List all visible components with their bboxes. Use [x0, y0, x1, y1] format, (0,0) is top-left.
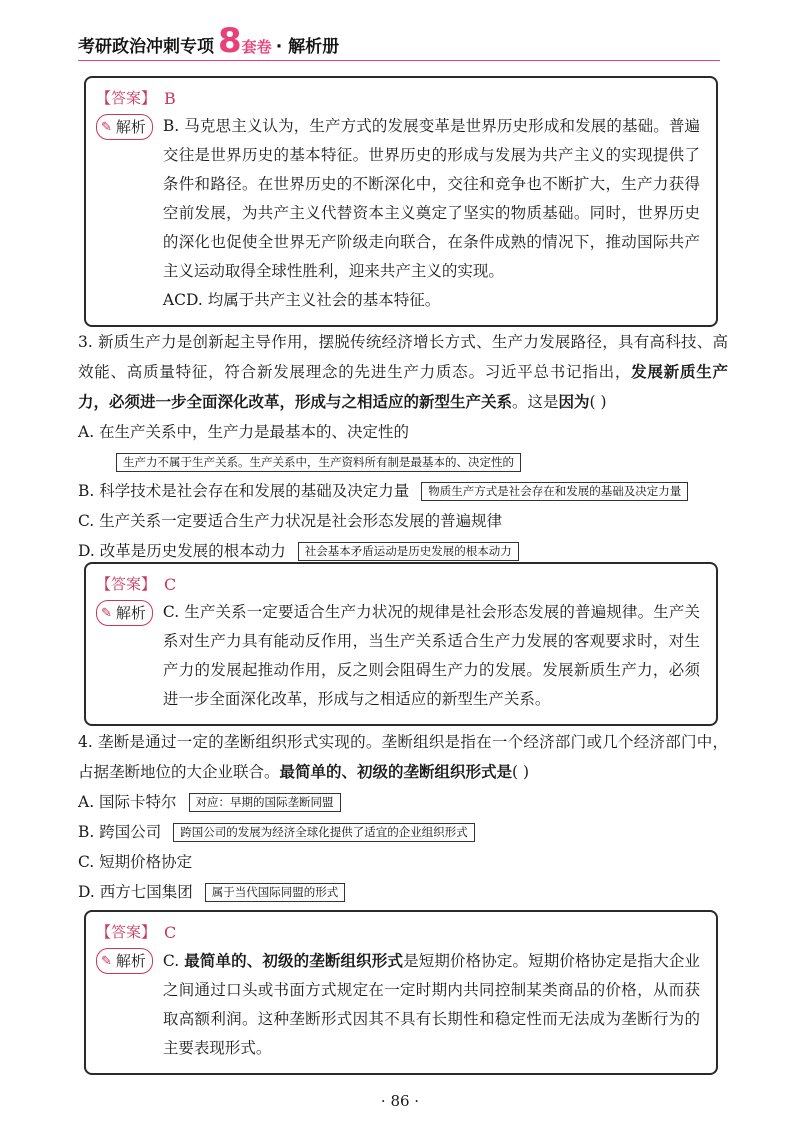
option-label: B. 科学技术是社会存在和发展的基础及决定力量: [78, 481, 410, 500]
answer-box-3: [84, 910, 718, 1075]
option-c: [78, 847, 728, 877]
lead-bold: 最简单的、初级的垄断组织形式: [184, 951, 404, 970]
stem-bold: 发展新质生产力，必须进一步全面深化改革，形成与之相适应的新型生产关系: [78, 362, 728, 411]
answer-blank: ( ): [589, 393, 607, 411]
stem-text: 3. 新质生产力是创新起主导作用，摆脱传统经济增长方式、生产力发展路径，具有高科技、高效能、高质量特征，符合新发展理念的先进生产力质态。习近平总书记指出，: [78, 333, 728, 381]
option-b: [78, 476, 728, 506]
option-note: 生产力不属于生产关系。生产关系中，生产资料所有制是最基本的、决定性的: [116, 453, 521, 472]
option-label: D. 西方七国集团: [78, 882, 193, 901]
explanation-row: [96, 946, 700, 1063]
option-d: [78, 877, 728, 907]
explanation-row: [96, 112, 700, 315]
header-suffix: · 解析册: [275, 37, 340, 57]
answer-tag: 【答案】: [96, 88, 157, 107]
option-b: [78, 817, 728, 847]
pencil-icon: ✎: [101, 119, 112, 135]
option-note: 对应：早期的国际垄断同盟: [189, 793, 341, 812]
stem-text: 。这是: [512, 393, 559, 411]
option-note: 属于当代国际同盟的形式: [205, 883, 346, 902]
explanation-badge: [96, 114, 153, 140]
option-label: C. 生产关系一定要适合生产力状况是社会形态发展的普遍规律: [78, 511, 503, 530]
explanation-label: 解析: [115, 603, 146, 622]
question-4: [78, 728, 728, 907]
option-a: [78, 787, 728, 817]
explanation-text: [163, 946, 700, 1063]
answer-value: C: [164, 922, 177, 942]
option-note: 物质生产方式是社会存在和发展的基础及决定力量: [421, 482, 688, 501]
explanation-text: [163, 112, 700, 315]
option-label: C. 短期价格协定: [78, 852, 193, 871]
stem-bold: 因为: [558, 392, 590, 411]
header-title: 考研政治冲刺专项: [78, 37, 214, 57]
explanation-badge: [96, 948, 153, 974]
question-stem: [78, 328, 728, 417]
option-note: 跨国公司的发展为经济全球化提供了适宜的企业组织形式: [173, 823, 475, 842]
lead-text: C.: [162, 952, 185, 970]
answer-value: B: [164, 88, 176, 108]
header-number: 8: [218, 21, 242, 61]
explanation-label: 解析: [115, 951, 146, 970]
pencil-icon: ✎: [101, 605, 112, 621]
rest-text: 是短期价格协定。短期价格协定是指大企业之间通过口头或书面方式规定在一定时期内共同控制某类商品的价格，从而获取高额利润。这种垄断形式因其不具有长期性和稳定性而无法成为垄断行为的主要表现形式。: [162, 952, 700, 1057]
stem-text: 4. 垄断是通过一定的垄断组织形式实现的。垄断组织是指在一个经济部门或几个经济部门中，占据垄断地位的大企业联合。: [78, 733, 728, 781]
running-header: [78, 21, 340, 61]
option-label: A. 在生产关系中，生产力是最基本的、决定性的: [78, 422, 410, 441]
answer-box-1: [84, 76, 718, 327]
explanation-label: 解析: [115, 117, 146, 136]
explanation-para: [163, 946, 700, 1063]
question-3: [78, 328, 728, 566]
answer-blank: ( ): [512, 763, 530, 781]
stem-bold: 最简单的、初级的垄断组织形式是: [279, 762, 513, 781]
answer-tag: 【答案】: [96, 574, 157, 593]
answer-row: [96, 918, 700, 946]
explanation-para: ACD. 均属于共产主义社会的基本特征。: [162, 291, 441, 309]
option-label: B. 跨国公司: [78, 822, 162, 841]
header-rule: [78, 60, 720, 61]
answer-box-2: [84, 562, 718, 726]
question-stem: [78, 728, 728, 787]
option-label: D. 改革是历史发展的根本动力: [78, 541, 286, 560]
explanation-para: C. 生产关系一定要适合生产力状况的规律是社会形态发展的普遍规律。生产关系对生产力具有能动反作用，当生产关系适合生产力发展的客观要求时，对生产力的发展起推动作用，反之则会阻碍生产力的发展。发展新质生产力，必须进一步全面深化改革，形成与之相适应的新型生产关系。: [162, 603, 700, 708]
answer-tag: 【答案】: [96, 922, 157, 941]
option-note: 社会基本矛盾运动是历史发展的根本动力: [298, 542, 519, 561]
header-tao: 套卷: [241, 38, 272, 56]
explanation-row: [96, 598, 700, 714]
explanation-badge: [96, 600, 153, 626]
option-c: [78, 506, 728, 536]
option-a: [78, 417, 728, 447]
answer-row: [96, 84, 700, 112]
explanation-para: B. 马克思主义认为，生产方式的发展变革是世界历史形成和发展的基础。普遍交往是世界历史的基本特征。世界历史的形成与发展为共产主义的实现提供了条件和路径。在世界历史的不断深化中，交往和竞争也不断扩大，生产力获得空前发展，为共产主义代替资本主义奠定了坚实的物质基础。同时，世界历史的深化也促使全世界无产阶级走向联合，在条件成熟的情况下，推动国际共产主义运动取得全球性胜利，迎来共产主义的实现。: [162, 117, 700, 280]
answer-value: C: [164, 574, 177, 594]
answer-row: [96, 570, 700, 598]
pencil-icon: ✎: [101, 953, 112, 969]
explanation-text: [163, 598, 700, 714]
option-label: A. 国际卡特尔: [78, 792, 177, 811]
page-number: · 86 ·: [380, 1092, 420, 1110]
